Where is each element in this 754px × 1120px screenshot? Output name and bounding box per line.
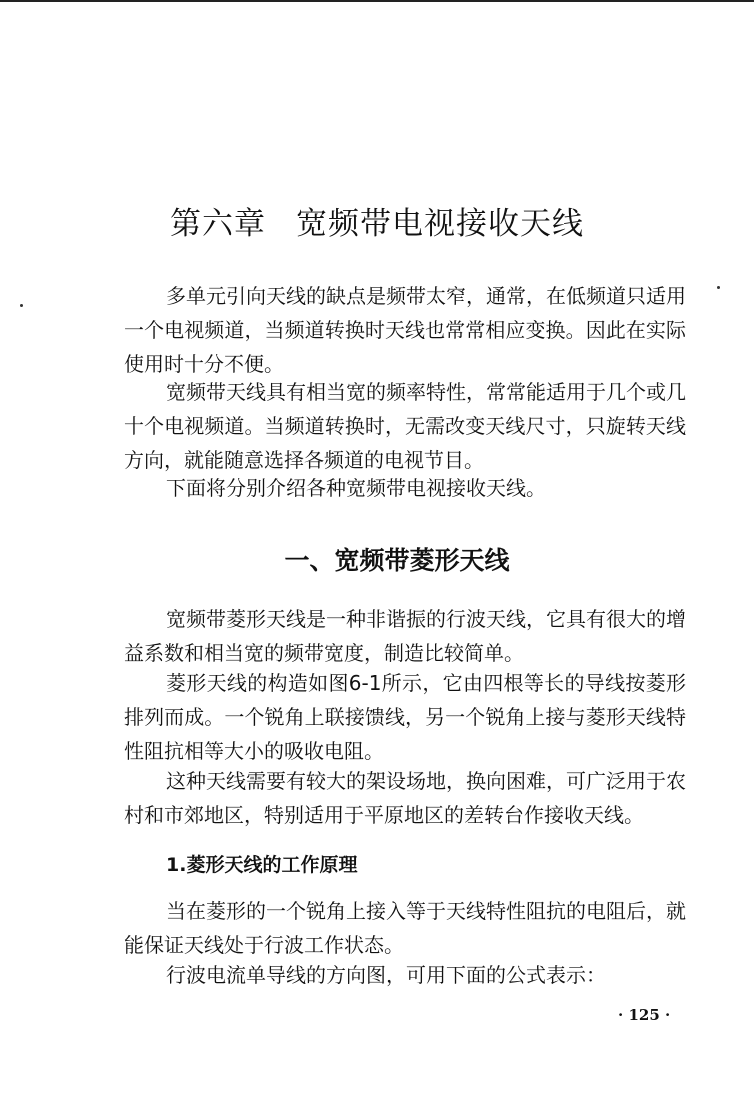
chapter-name: 宽频带电视接收天线 [296,206,584,242]
scan-speck [20,304,23,307]
chapter-label: 第六章 [170,206,266,242]
chapter-title [0,198,754,243]
section-paragraph-1: 宽频带菱形天线是一种非谐振的行波天线，它具有很大的增益系数和相当宽的频带宽度，制造比较简单。 [124,607,686,665]
page-number: · 125 · [618,1006,671,1024]
section-paragraph-2: 菱形天线的构造如图6-1所示，它由四根等长的导线按菱形排列而成。一个锐角上联接馈线，另一个锐角上接与菱形天线特性阻抗相等大小的吸收电阻。 [124,671,686,763]
section-title: 一、宽频带菱形天线 [284,546,510,575]
intro-paragraph-2: 宽频带天线具有相当宽的频率特性，常常能适用于几个或几十个电视频道。当频道转换时，无需改变天线尺寸，只旋转天线方向，就能随意选择各频道的电视节目。 [124,380,686,472]
scan-speck [717,286,720,289]
intro-paragraph-3: 下面将分别介绍各种宽频带电视接收天线。 [166,476,546,500]
section-paragraph-3: 这种天线需要有较大的架设场地，换向困难，可广泛用于农村和市郊地区，特别适用于平原地区的差转台作接收天线。 [124,769,686,827]
top-border-rule [0,0,754,2]
subsection-paragraph-2: 行波电流单导线的方向图，可用下面的公式表示： [166,963,606,987]
subsection-paragraph-1: 当在菱形的一个锐角上接入等于天线特性阻抗的电阻后，就能保证天线处于行波工作状态。 [124,899,686,957]
intro-paragraph-1: 多单元引向天线的缺点是频带太窄，通常，在低频道只适用一个电视频道，当频道转换时天线也常常相应变换。因此在实际使用时十分不便。 [124,284,686,376]
subsection-title: 1.菱形天线的工作原理 [166,854,358,876]
